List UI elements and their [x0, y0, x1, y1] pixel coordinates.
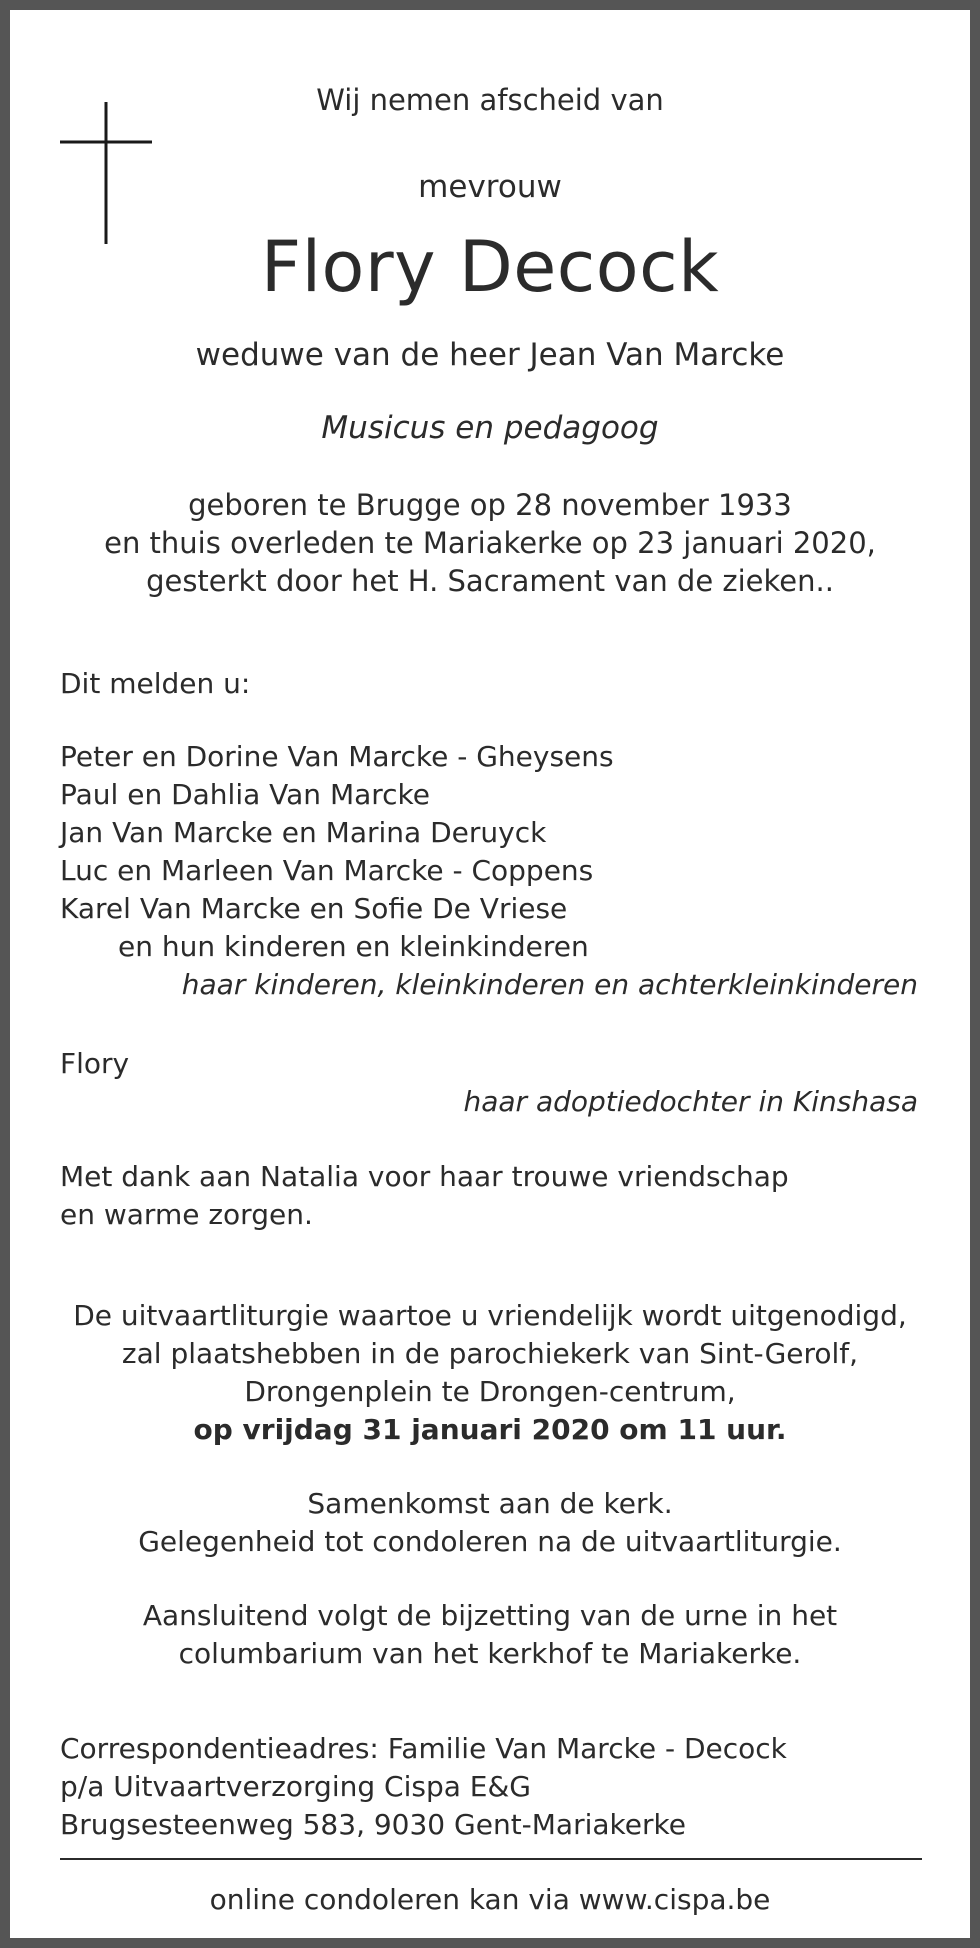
family-member: Jan Van Marcke en Marina Deruyck [60, 816, 547, 849]
widow-line: weduwe van de heer Jean Van Marcke [195, 337, 785, 373]
service-line: Drongenplein te Drongen-centrum, [244, 1375, 736, 1408]
deceased-name: Flory Decock [260, 226, 720, 308]
adoptee-name: Flory [60, 1047, 130, 1080]
gathering-line: Samenkomst aan de kerk. [307, 1487, 673, 1520]
gathering-line: Gelegenheid tot condoleren na de uitvaartliturgie. [138, 1525, 842, 1558]
announce-line: Dit melden u: [60, 667, 251, 700]
family-member: Luc en Marleen Van Marcke - Coppens [60, 854, 594, 887]
service-line: zal plaatshebben in de parochiekerk van Sint-Gerolf, [121, 1337, 859, 1370]
burial-line: columbarium van het kerkhof te Mariakerke. [178, 1637, 802, 1670]
thanks-line: en warme zorgen. [60, 1198, 313, 1231]
online-condolence: online condoleren kan via www.cispa.be [209, 1883, 771, 1916]
obituary-card [10, 10, 970, 1938]
honorific: mevrouw [418, 169, 562, 205]
death-line: en thuis overleden te Mariakerke op 23 januari 2020, [104, 526, 876, 560]
correspondence-line: p/a Uitvaartverzorging Cispa E&G [60, 1770, 531, 1803]
profession: Musicus en pedagoog [321, 410, 659, 446]
family-extra: en hun kinderen en kleinkinderen [118, 930, 589, 963]
service-date: op vrijdag 31 januari 2020 om 11 uur. [193, 1413, 787, 1446]
birth-line: geboren te Brugge op 28 november 1933 [188, 488, 792, 522]
family-member: Paul en Dahlia Van Marcke [60, 778, 431, 811]
correspondence-line: Correspondentieadres: Familie Van Marcke - Decock [60, 1732, 787, 1765]
intro-text: Wij nemen afscheid van [316, 83, 664, 117]
family-member: Peter en Dorine Van Marcke - Gheysens [60, 740, 614, 773]
burial-line: Aansluitend volgt de bijzetting van de urne in het [142, 1599, 838, 1632]
adoptee-role: haar adoptiedochter in Kinshasa [463, 1085, 918, 1118]
service-line: De uitvaartliturgie waartoe u vriendelijk wordt uitgenodigd, [73, 1299, 907, 1332]
sacrament-line: gesterkt door het H. Sacrament van de zieken.. [146, 564, 834, 598]
correspondence-line: Brugsesteenweg 583, 9030 Gent-Mariakerke [60, 1808, 686, 1841]
family-role: haar kinderen, kleinkinderen en achterkleinkinderen [181, 968, 918, 1001]
divider [60, 1858, 922, 1860]
thanks-line: Met dank aan Natalia voor haar trouwe vriendschap [60, 1160, 789, 1193]
family-member: Karel Van Marcke en Sofie De Vriese [60, 892, 568, 925]
